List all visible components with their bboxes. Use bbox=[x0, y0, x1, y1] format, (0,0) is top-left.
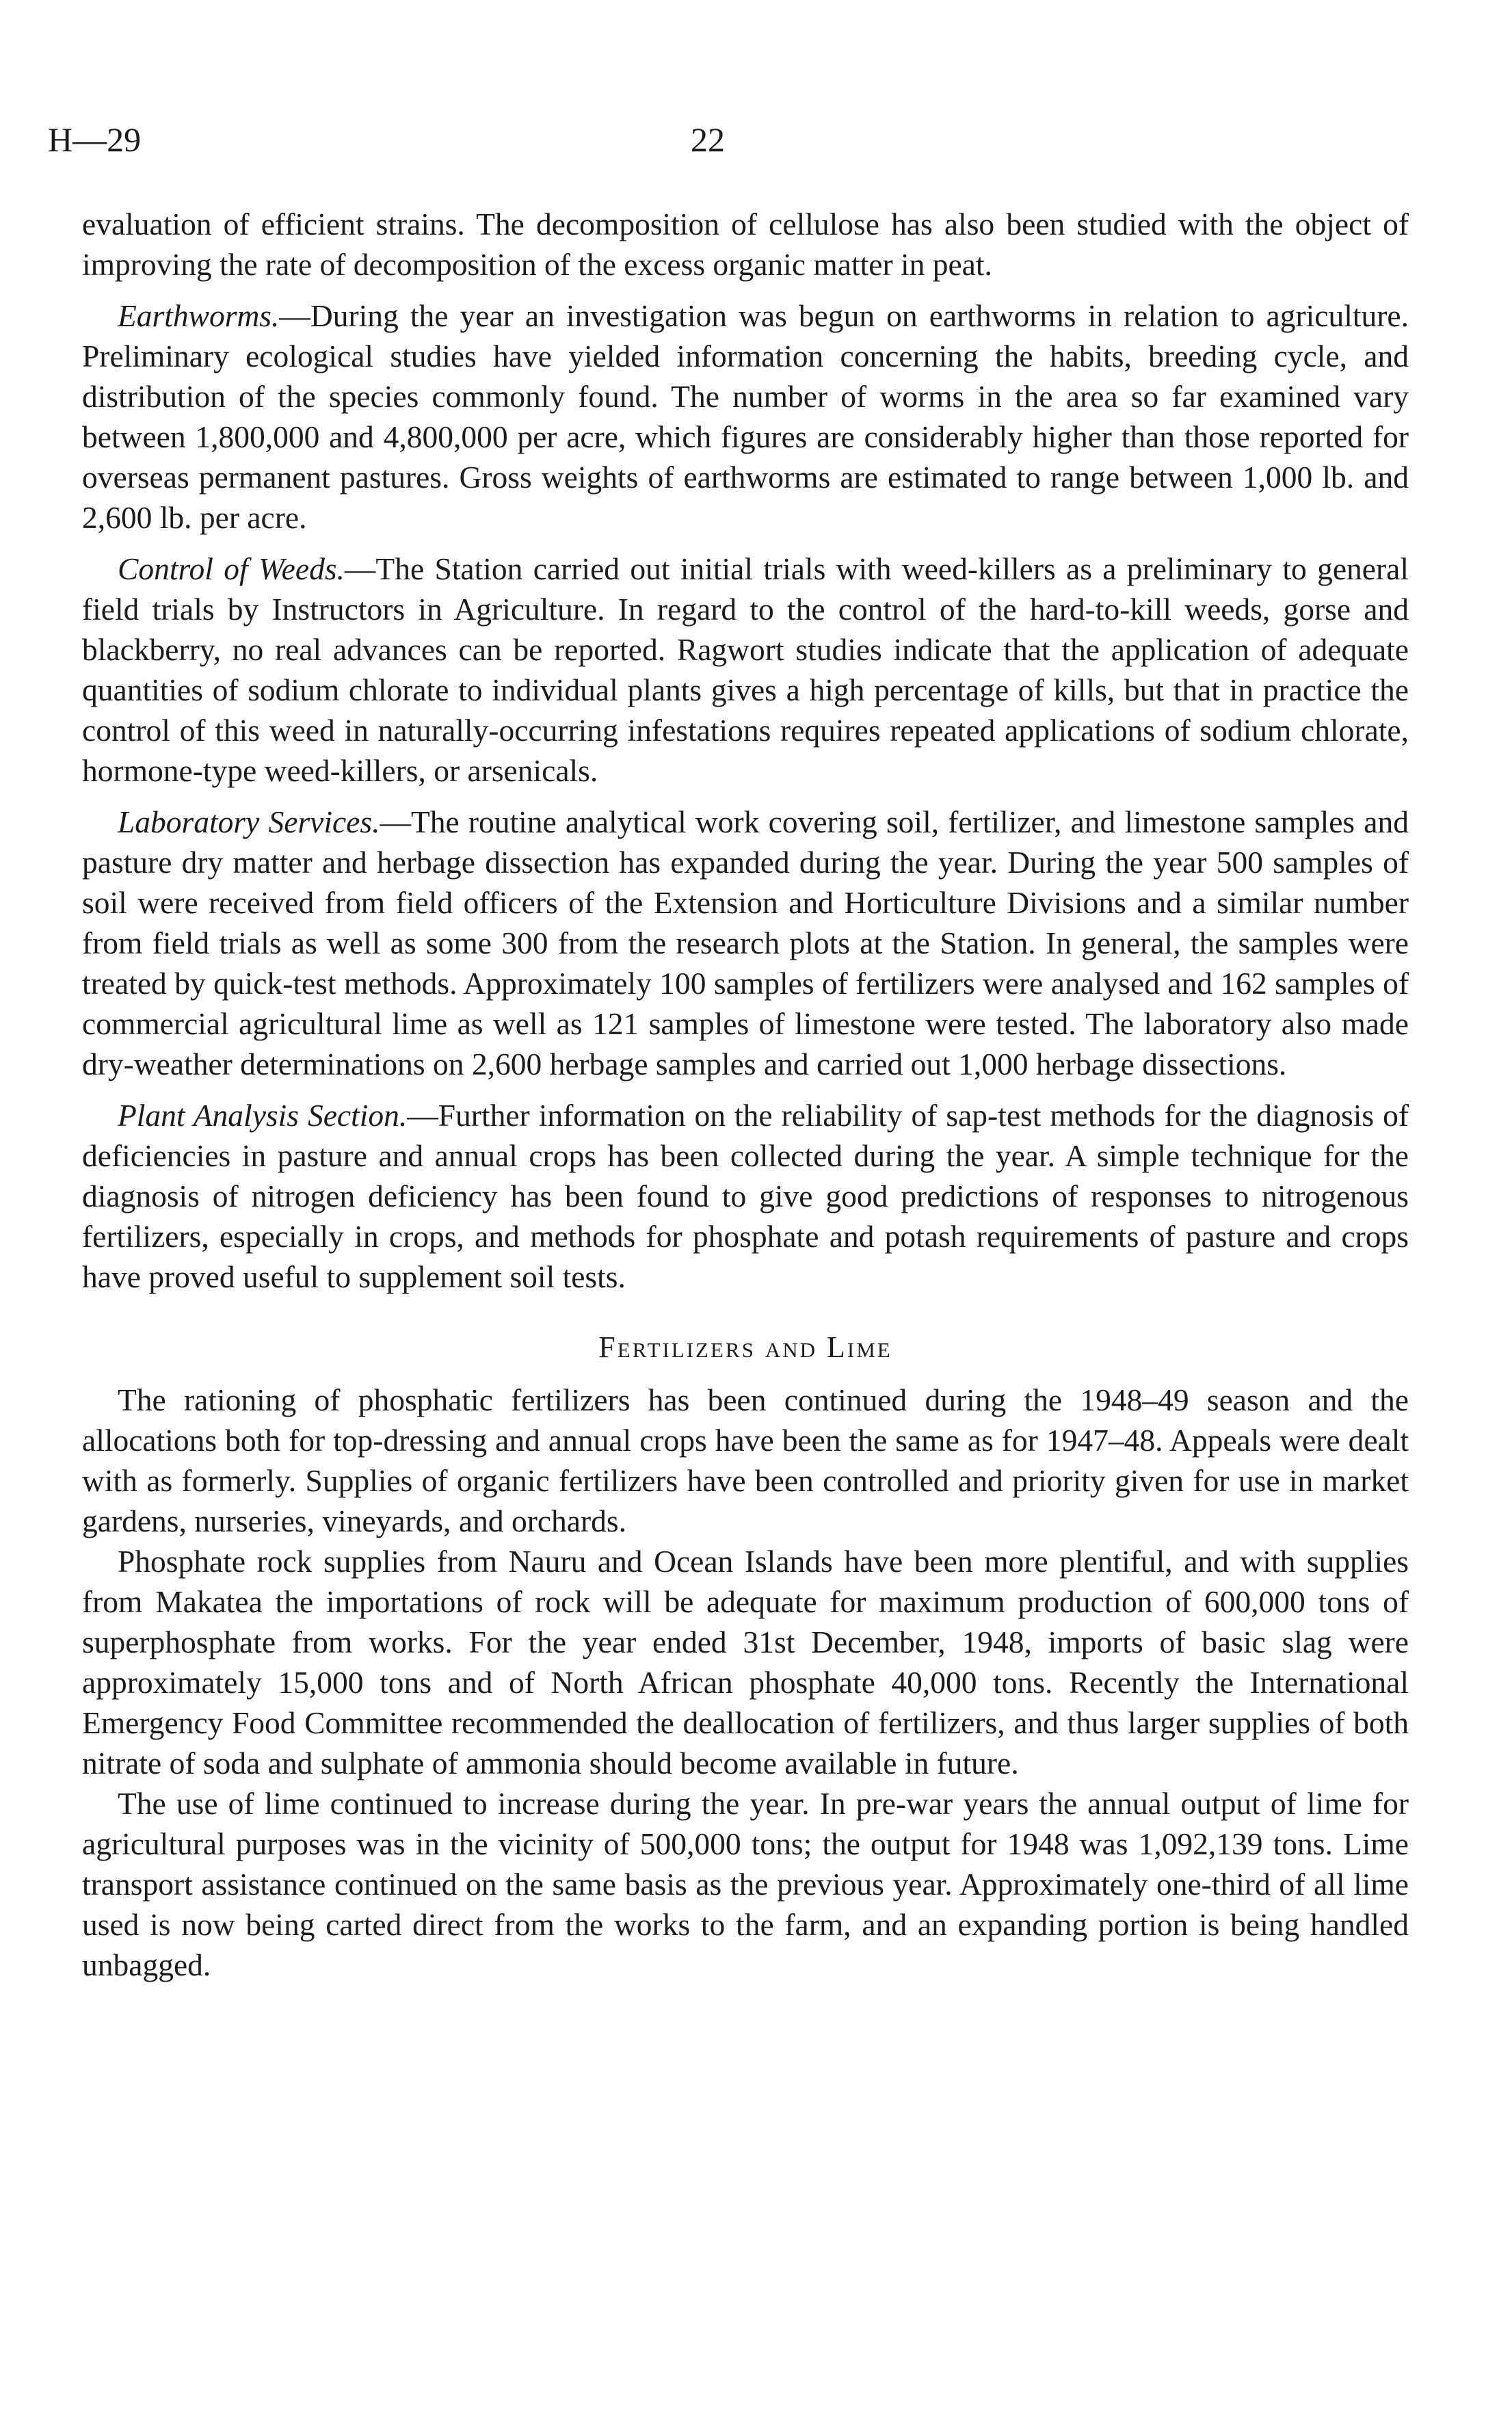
control-of-weeds-text: —The Station carried out initial trials with weed-killers as a preliminary to general field trials by Instructors in Agriculture. In regard to the control of the hard-to-kill weeds, gorse and blackberry, no real advances can be reported. Ragwort studies indicate that the application of adequate quantities of sodium chlorate to individual plants gives a high percentage of kills, but that in practice the control of this weed in naturally-occurring infestations requires repeated applications of sodium chlorate, hormone-type weed-killers, or arsenicals. bbox=[82, 551, 1409, 788]
page-header bbox=[48, 120, 1416, 168]
earthworms-paragraph bbox=[82, 295, 1409, 538]
laboratory-services-paragraph bbox=[82, 802, 1409, 1084]
plant-analysis-text: —Further information on the reliability of sap-test methods for the diagnosis of deficiencies in pasture and annual crops has been collected during the year. A simple technique for the diagnosis of nitrogen deficiency has been found to give good predictions of responses to nitrogenous fertilizers, especially in crops, and methods for phosphate and potash requirements of pasture and crops have proved useful to supplement soil tests. bbox=[82, 1098, 1409, 1294]
earthworms-text: —During the year an investigation was begun on earthworms in relation to agriculture. Preliminary ecological studies have yielded information concerning the habits, breeding cycle, and distribution of the species commonly found. The number of worms in the area so far examined vary between 1,800,000 and 4,800,000 per acre, which figures are considerably higher than those reported for overseas permanent pastures. Gross weights of earthworms are estimated to range between 1,000 lb. and 2,600 lb. per acre. bbox=[82, 298, 1409, 535]
plant-analysis-paragraph bbox=[82, 1095, 1409, 1297]
intro-paragraph: evaluation of efficient strains. The decomposition of cellulose has also been studied with the object of improving the rate of decomposition of the excess organic matter in peat. bbox=[82, 207, 1409, 282]
fertilizers-paragraph-1: The rationing of phosphatic fertilizers has been continued during the 1948–49 season and the allocations both for top-dressing and annual crops have been the same as for 1947–48. Appeals were dealt with as formerly. Supplies of organic fertilizers have been controlled and priority given for use in market gardens, nurseries, vineyards, and orchards. bbox=[82, 1382, 1409, 1538]
plant-analysis-heading: Plant Analysis Section. bbox=[118, 1098, 408, 1133]
fertilizers-paragraph-2: Phosphate rock supplies from Nauru and Ocean Islands have been more plentiful, and with supplies from Makatea the importations of rock will be adequate for maximum production of 600,000 tons of superphosphate from works. For the year ended 31st December, 1948, imports of basic slag were approximately 15,000 tons and of North African phosphate 40,000 tons. Recently the International Emergency Food Committee recommended the deallocation of fertilizers, and thus larger supplies of both nitrate of soda and sulphate of ammonia should become available in future. bbox=[82, 1544, 1409, 1780]
page-body bbox=[82, 204, 1409, 1985]
earthworms-heading: Earthworms. bbox=[118, 298, 280, 333]
control-of-weeds-paragraph bbox=[82, 549, 1409, 791]
section-title-fertilizers-and-lime: Fertilizers and Lime bbox=[598, 1330, 892, 1364]
fertilizers-paragraph-3: The use of lime continued to increase during the year. In pre-war years the annual output of lime for agricultural purposes was in the vicinity of 500,000 tons; the output for 1948 was 1,092,139 tons. Lime transport assistance continued on the same basis as the previous year. Approximately one-third of all lime used is now being carted direct from the works to the farm, and an expanding portion is being handled unbagged. bbox=[82, 1786, 1409, 1982]
page-number: 22 bbox=[691, 120, 725, 159]
laboratory-services-text: —The routine analytical work covering soil, fertilizer, and limestone samples and pasture dry matter and herbage dissection has expanded during the year. During the year 500 samples of soil were received from field officers of the Extension and Horticulture Divisions and a similar number from field trials as well as some 300 from the research plots at the Station. In general, the samples were treated by quick-test methods. Approximately 100 samples of fertilizers were analysed and 162 samples of commercial agricultural lime as well as 121 samples of limestone were tested. The laboratory also made dry-weather determinations on 2,600 herbage samples and carried out 1,000 herbage dissections. bbox=[82, 804, 1409, 1081]
laboratory-services-heading: Laboratory Services. bbox=[118, 804, 380, 839]
document-reference: H—29 bbox=[48, 120, 142, 159]
control-of-weeds-heading: Control of Weeds. bbox=[118, 551, 345, 586]
